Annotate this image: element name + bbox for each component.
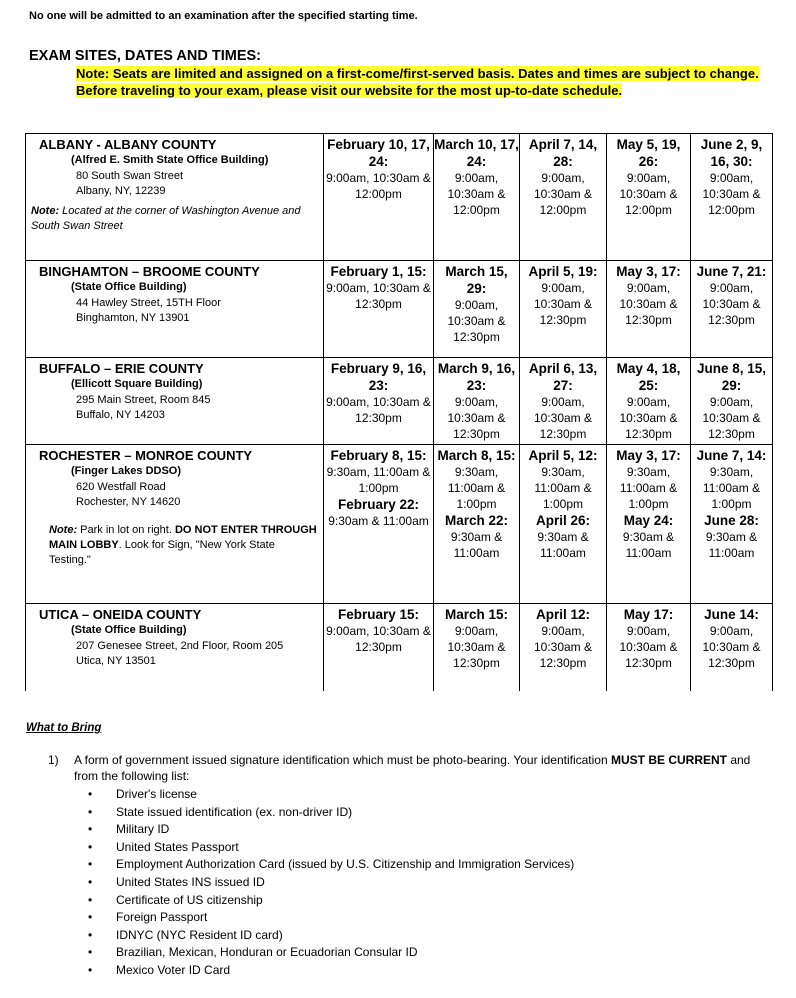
bullet: • [88, 804, 93, 819]
exam-date-cell [691, 134, 773, 261]
id-list-item [88, 944, 574, 962]
exam-date-cell [520, 445, 607, 604]
exam-dates: February 1, 15: [330, 264, 427, 279]
site-building: (State Office Building) [71, 281, 187, 293]
site-building: (State Office Building) [71, 624, 187, 636]
exam-date-cell [324, 261, 434, 358]
bullet: • [88, 962, 93, 977]
exam-times: 9:00am, 10:30am & 12:30pm [619, 281, 678, 327]
site-location-cell [26, 261, 324, 358]
site-note-tail: . Look for Sign, "New York State Testing." [49, 538, 275, 566]
id-type: Mexico Voter ID Card [116, 962, 231, 977]
site-note-text: Park in lot on right. [77, 523, 175, 536]
id-list-item [88, 874, 574, 892]
id-list-item [88, 962, 574, 980]
site-row [26, 445, 773, 604]
exam-dates: February 10, 17, 24: [327, 137, 430, 169]
exam-dates: February 15: [337, 607, 420, 622]
site-address-line1: 44 Hawley Street, 15TH Floor [76, 296, 221, 309]
exam-times: 9:00am, 10:30am & 12:00pm [326, 171, 431, 201]
site-note [31, 204, 319, 234]
site-note-label: Note: [49, 523, 78, 536]
exam-dates: April 12: [535, 607, 590, 622]
site-title: BUFFALO – ERIE COUNTY [39, 361, 204, 376]
exam-dates: June 7, 21: [696, 264, 767, 279]
exam-times: 9:00am, 10:30am & 12:00pm [533, 171, 593, 217]
exam-times: 9:00am, 10:30am & 12:00pm [702, 171, 761, 217]
exam-date-cell [607, 358, 691, 445]
site-row [26, 358, 773, 445]
bullet: • [88, 787, 93, 801]
site-note [31, 523, 319, 568]
exam-times-extra: 9:30am & 11:00am [705, 530, 758, 560]
site-address-line2: Albany, NY, 12239 [76, 185, 166, 197]
exam-date-cell [520, 358, 607, 445]
exam-times: 9:00am, 10:30am & 12:00pm [447, 171, 506, 217]
exam-dates-extra: May 24: [623, 513, 674, 528]
exam-date-cell [520, 261, 607, 358]
id-type: Brazilian, Mexican, Honduran or Ecuadorian Consular ID [116, 945, 418, 960]
exam-date-cell [434, 445, 520, 604]
site-row [26, 604, 773, 691]
id-type: United States Passport [116, 839, 239, 854]
exam-times: 9:30am, 11:00am & 1:00pm [619, 465, 678, 511]
exam-times: 9:00am, 10:30am & 12:30pm [447, 624, 506, 670]
exam-times: 9:00am, 10:30am & 12:00pm [619, 171, 678, 217]
site-address-line2: Binghamton, NY 13901 [76, 312, 190, 324]
site-note-text: Located at the corner of Washington Avenue and South Swan Street [31, 204, 301, 232]
exam-times: 9:00am, 10:30am & 12:30pm [533, 624, 593, 670]
site-row [26, 134, 773, 261]
id-type: Driver's license [116, 787, 197, 801]
site-title: ALBANY - ALBANY COUNTY [39, 137, 217, 152]
what-to-bring-heading: What to Bring [26, 722, 102, 734]
site-address-line1: 80 South Swan Street [76, 169, 184, 182]
exam-date-cell [607, 261, 691, 358]
exam-times: 9:30am, 11:00am & 1:00pm [326, 465, 431, 495]
exam-date-cell [520, 604, 607, 691]
id-list-item [88, 856, 574, 874]
exam-dates-extra: March 22: [444, 513, 509, 528]
exam-times: 9:00am, 10:30am & 12:30pm [326, 281, 431, 311]
sites-heading: EXAM SITES, DATES AND TIMES: [29, 48, 262, 64]
exam-dates: June 14: [704, 607, 759, 622]
exam-dates: April 5, 12: [528, 448, 598, 463]
exam-date-cell [434, 134, 520, 261]
id-list [88, 786, 574, 980]
exam-times: 9:00am, 10:30am & 12:30pm [447, 395, 506, 441]
exam-dates-extra: June 28: [704, 513, 759, 528]
item-number: 1) [48, 753, 59, 767]
id-list-item [88, 909, 574, 927]
site-row [26, 261, 773, 358]
exam-date-cell [434, 358, 520, 445]
bullet: • [88, 839, 93, 854]
site-location-cell [26, 358, 324, 445]
site-building: (Ellicott Square Building) [71, 378, 203, 390]
exam-times: 9:00am, 10:30am & 12:30pm [619, 395, 678, 441]
id-type: Certificate of US citizenship [116, 892, 263, 907]
exam-date-cell [434, 604, 520, 691]
id-list-item [88, 821, 574, 839]
exam-date-cell [324, 358, 434, 445]
id-list-item [88, 804, 574, 822]
exam-date-cell [691, 445, 773, 604]
id-list-item [88, 927, 574, 945]
exam-dates: May 4, 18, 25: [616, 361, 681, 393]
exam-dates: May 17: [623, 607, 674, 622]
exam-times-extra: 9:30am & 11:00am [328, 514, 429, 528]
exam-date-cell [434, 261, 520, 358]
site-title: ROCHESTER – MONROE COUNTY [39, 448, 253, 463]
exam-date-cell [691, 261, 773, 358]
bullet: • [88, 857, 93, 872]
site-location-cell [26, 604, 324, 691]
site-address-line1: 620 Westfall Road [76, 480, 166, 493]
exam-dates: June 8, 15, 29: [696, 361, 767, 393]
exam-dates: April 7, 14, 28: [528, 137, 598, 169]
site-address-line2: Buffalo, NY 14203 [76, 409, 165, 421]
exam-times: 9:30am, 11:00am & 1:00pm [702, 465, 761, 511]
exam-dates: March 15: [444, 607, 509, 622]
exam-times: 9:00am, 10:30am & 12:30pm [619, 624, 678, 670]
exam-date-cell [607, 445, 691, 604]
exam-dates: February 8, 15: [330, 448, 427, 463]
exam-dates: March 15, 29: [445, 264, 508, 296]
bullet: • [88, 945, 93, 960]
exam-times: 9:00am, 10:30am & 12:30pm [447, 298, 506, 344]
site-building: (Alfred E. Smith State Office Building) [71, 154, 269, 166]
seats-note-text: Seats are limited and assigned on a first-come/first-served basis. Dates and times are subject to change. Before traveling to your exam, please visit our website for the most up-to-date schedule. [76, 66, 759, 98]
exam-date-cell [607, 134, 691, 261]
id-requirement-text: A form of government issued signature identification which must be photo-bearing. Your identification MUST BE CURRENT and from the following list: [74, 753, 751, 783]
id-type: United States INS issued ID [116, 874, 265, 889]
exam-dates: March 8, 15: [437, 448, 516, 463]
exam-times: 9:30am, 11:00am & 1:00pm [534, 465, 592, 511]
site-building: (Finger Lakes DDSO) [71, 465, 182, 477]
site-note-warning: DO NOT ENTER THROUGH MAIN LOBBY [49, 523, 317, 551]
site-note-label: Note: [31, 204, 60, 217]
id-type: Military ID [116, 822, 170, 837]
site-address-line1: 207 Genesee Street, 2nd Floor, Room 205 [76, 639, 284, 652]
exam-date-cell [520, 134, 607, 261]
id-type: Employment Authorization Card (issued by U.S. Citizenship and Immigration Services) [116, 857, 575, 872]
id-type: State issued identification (ex. non-driver ID) [116, 804, 353, 819]
exam-times: 9:00am, 10:30am & 12:30pm [702, 395, 761, 441]
exam-dates: May 3, 17: [616, 264, 681, 279]
exam-times: 9:30am, 11:00am & 1:00pm [447, 465, 506, 511]
exam-times-extra: 9:30am & 11:00am [537, 530, 589, 560]
id-type: IDNYC (NYC Resident ID card) [116, 927, 283, 942]
site-title: BINGHAMTON – BROOME COUNTY [39, 264, 260, 279]
bullet: • [88, 874, 93, 889]
exam-schedule-table [25, 133, 773, 691]
exam-times: 9:00am, 10:30am & 12:30pm [326, 395, 431, 425]
exam-date-cell [324, 445, 434, 604]
bullet: • [88, 927, 93, 942]
site-location-cell [26, 445, 324, 604]
exam-dates-extra: February 22: [337, 497, 420, 512]
id-list-item [88, 839, 574, 857]
exam-date-cell [607, 604, 691, 691]
exam-date-cell [324, 134, 434, 261]
exam-times-extra: 9:30am & 11:00am [450, 530, 503, 560]
exam-dates: May 5, 19, 26: [616, 137, 681, 169]
exam-times: 9:00am, 10:30am & 12:30pm [326, 624, 431, 654]
exam-times: 9:00am, 10:30am & 12:30pm [702, 281, 761, 327]
exam-dates: June 7, 14: [696, 448, 767, 463]
exam-dates: May 3, 17: [616, 448, 681, 463]
bullet: • [88, 822, 93, 837]
exam-times: 9:00am, 10:30am & 12:30pm [702, 624, 761, 670]
site-title: UTICA – ONEIDA COUNTY [39, 607, 202, 622]
site-address-line2: Utica, NY 13501 [76, 655, 156, 667]
seats-note-label: Note: [76, 66, 110, 81]
id-type: Foreign Passport [116, 910, 208, 925]
exam-times: 9:00am, 10:30am & 12:30pm [533, 395, 593, 441]
exam-date-cell [324, 604, 434, 691]
id-list-item [88, 892, 574, 910]
bullet: • [88, 892, 93, 907]
exam-times: 9:00am, 10:30am & 12:30pm [533, 281, 593, 327]
bullet: • [88, 910, 93, 925]
exam-dates: March 10, 17, 24: [434, 137, 519, 169]
exam-times-extra: 9:30am & 11:00am [622, 530, 675, 560]
exam-dates: March 9, 16, 23: [437, 361, 516, 393]
seats-note [76, 66, 759, 99]
exam-date-cell [691, 358, 773, 445]
exam-dates-extra: April 26: [535, 513, 590, 528]
id-list-item [88, 786, 574, 804]
exam-dates: April 5, 19: [528, 264, 598, 279]
site-address-line1: 295 Main Street, Room 845 [76, 393, 211, 406]
admission-notice: No one will be admitted to an examination after the specified starting time. [29, 10, 418, 22]
exam-dates: April 6, 13, 27: [528, 361, 598, 393]
exam-dates: June 2, 9, 16, 30: [700, 137, 763, 169]
exam-date-cell [691, 604, 773, 691]
site-location-cell [26, 134, 324, 261]
exam-dates: February 9, 16, 23: [330, 361, 427, 393]
site-address-line2: Rochester, NY 14620 [76, 496, 181, 508]
